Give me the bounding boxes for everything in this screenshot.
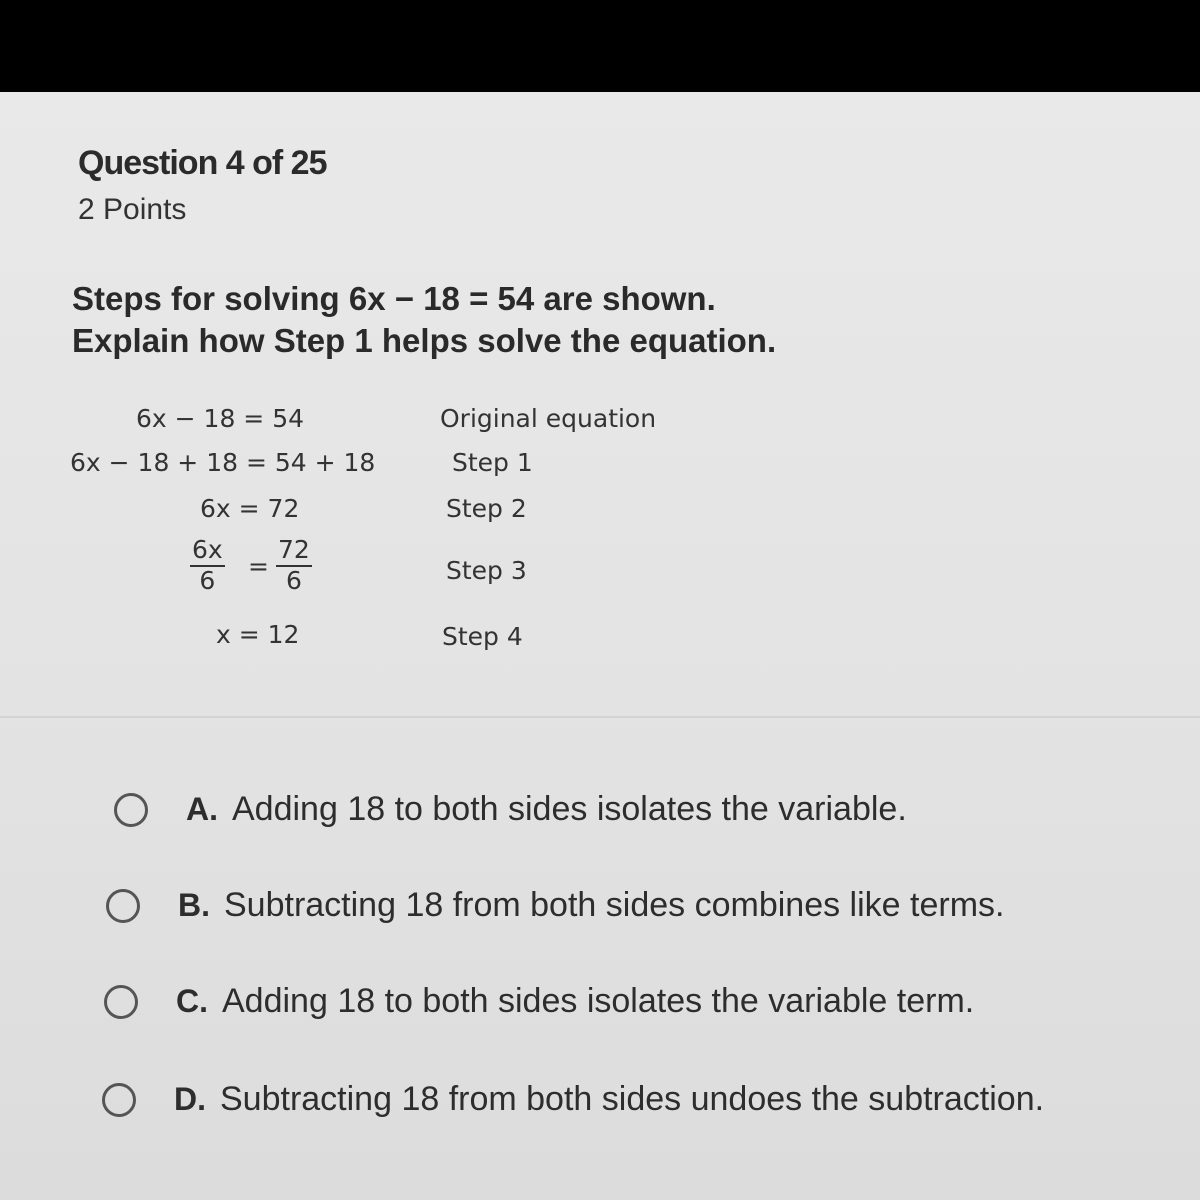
step-3-right-fraction <box>276 536 312 595</box>
choice-text: Adding 18 to both sides isolates the variable. <box>232 790 907 828</box>
radio-button-icon[interactable] <box>102 1083 136 1117</box>
radio-button-icon[interactable] <box>114 793 148 827</box>
step-label-2: Step 2 <box>446 494 527 523</box>
choice-letter: A. <box>186 791 218 827</box>
step-equation-4: x = 12 <box>216 620 300 649</box>
step-3-left-numerator: 6x <box>190 536 225 567</box>
choice-d[interactable] <box>102 1080 1044 1119</box>
step-label-3: Step 3 <box>446 556 527 585</box>
choice-b[interactable] <box>106 886 1004 925</box>
choice-text: Subtracting 18 from both sides combines like terms. <box>224 886 1005 924</box>
step-3-equals: = <box>248 552 269 581</box>
radio-button-icon[interactable] <box>104 985 138 1019</box>
step-equation-2: 6x = 72 <box>200 494 300 523</box>
choice-letter: B. <box>178 887 210 923</box>
step-equation-1: 6x − 18 + 18 = 54 + 18 <box>70 448 376 477</box>
step-label-4: Step 4 <box>442 622 523 651</box>
step-3-left-denominator: 6 <box>199 566 216 595</box>
solution-steps <box>60 404 740 694</box>
step-label-1: Step 1 <box>452 448 533 477</box>
choice-text: Subtracting 18 from both sides undoes the subtraction. <box>220 1080 1045 1118</box>
prompt-line-1: Steps for solving 6x − 18 = 54 are shown. <box>72 280 716 317</box>
radio-button-icon[interactable] <box>106 889 140 923</box>
section-divider <box>0 716 1200 718</box>
step-3-right-numerator: 72 <box>276 536 312 567</box>
step-3-right-denominator: 6 <box>285 566 302 595</box>
question-prompt <box>72 278 776 362</box>
question-points: 2 Points <box>78 193 187 226</box>
choice-text: Adding 18 to both sides isolates the variable term. <box>222 982 975 1020</box>
quiz-screen <box>0 92 1200 1200</box>
prompt-line-2: Explain how Step 1 helps solve the equation. <box>72 322 777 359</box>
choice-letter: D. <box>174 1081 206 1117</box>
step-equation-original: 6x − 18 = 54 <box>136 404 305 433</box>
choice-letter: C. <box>176 983 208 1019</box>
step-label-original: Original equation <box>440 404 657 433</box>
question-header <box>78 144 327 227</box>
step-3-left-fraction <box>190 536 225 595</box>
question-title: Question 4 of 25 <box>78 144 327 182</box>
choice-a[interactable] <box>114 790 907 829</box>
choice-c[interactable] <box>104 982 974 1021</box>
